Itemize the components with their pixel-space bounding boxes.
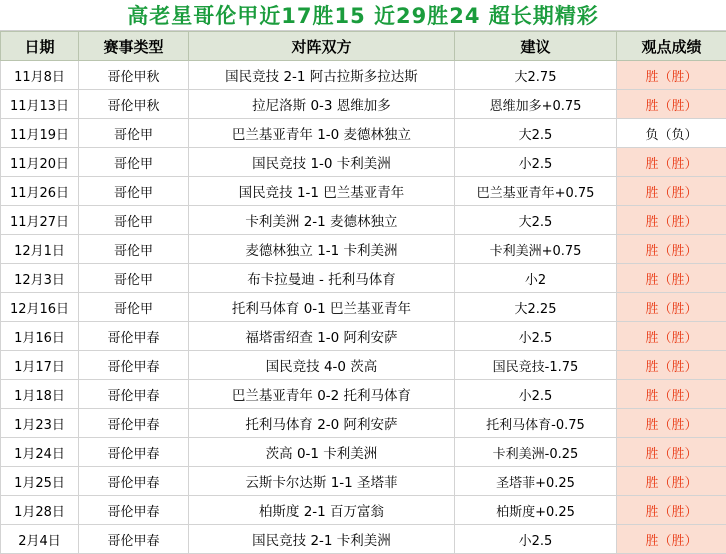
header-row [1,32,726,61]
cell-type: 哥伦甲春 [79,467,189,496]
cell-date: 11月19日 [1,119,79,148]
cell-advice: 大2.5 [455,119,617,148]
cell-type: 哥伦甲春 [79,380,189,409]
cell-result: 胜（胜） [617,293,726,322]
cell-result: 胜（胜） [617,90,726,119]
table-row [1,119,726,148]
cell-date: 12月16日 [1,293,79,322]
cell-advice: 圣塔菲+0.25 [455,467,617,496]
table-row [1,206,726,235]
table-row [1,177,726,206]
table-row [1,525,726,554]
cell-date: 11月26日 [1,177,79,206]
cell-result: 胜（胜） [617,148,726,177]
cell-match: 柏斯度 2-1 百万富翁 [189,496,455,525]
cell-type: 哥伦甲 [79,235,189,264]
cell-advice: 大2.75 [455,61,617,90]
cell-advice: 恩维加多+0.75 [455,90,617,119]
cell-type: 哥伦甲秋 [79,90,189,119]
column-header-result: 观点成绩 [617,32,726,61]
cell-type: 哥伦甲春 [79,525,189,554]
cell-date: 1月28日 [1,496,79,525]
cell-match: 巴兰基亚青年 0-2 托利马体育 [189,380,455,409]
cell-advice: 小2.5 [455,322,617,351]
cell-result: 胜（胜） [617,380,726,409]
column-header-advice: 建议 [455,32,617,61]
title-bar [0,0,726,31]
cell-result: 胜（胜） [617,438,726,467]
cell-match: 国民竞技 1-0 卡利美洲 [189,148,455,177]
cell-result: 负（负） [617,119,726,148]
cell-date: 11月8日 [1,61,79,90]
page-title: 高老星哥伦甲近17胜15 近29胜24 超长期精彩 [127,0,599,30]
cell-result: 胜（胜） [617,322,726,351]
cell-match: 国民竞技 4-0 茨高 [189,351,455,380]
cell-type: 哥伦甲 [79,177,189,206]
table-row [1,351,726,380]
table-row [1,90,726,119]
cell-match: 布卡拉曼迪 - 托利马体育 [189,264,455,293]
cell-result: 胜（胜） [617,235,726,264]
cell-type: 哥伦甲 [79,264,189,293]
cell-type: 哥伦甲 [79,293,189,322]
column-header-date: 日期 [1,32,79,61]
cell-advice: 柏斯度+0.25 [455,496,617,525]
cell-date: 1月24日 [1,438,79,467]
cell-type: 哥伦甲 [79,119,189,148]
cell-result: 胜（胜） [617,177,726,206]
cell-type: 哥伦甲春 [79,322,189,351]
cell-result: 胜（胜） [617,264,726,293]
table-header [1,32,726,61]
cell-advice: 卡利美洲-0.25 [455,438,617,467]
cell-advice: 卡利美洲+0.75 [455,235,617,264]
cell-match: 茨高 0-1 卡利美洲 [189,438,455,467]
table-body [1,61,726,554]
cell-result: 胜（胜） [617,525,726,554]
cell-match: 福塔雷绍查 1-0 阿利安萨 [189,322,455,351]
cell-result: 胜（胜） [617,61,726,90]
cell-type: 哥伦甲春 [79,496,189,525]
cell-advice: 小2.5 [455,148,617,177]
table-row [1,293,726,322]
cell-result: 胜（胜） [617,467,726,496]
column-header-type: 赛事类型 [79,32,189,61]
cell-match: 卡利美洲 2-1 麦德林独立 [189,206,455,235]
cell-date: 11月27日 [1,206,79,235]
cell-date: 1月16日 [1,322,79,351]
cell-match: 云斯卡尔达斯 1-1 圣塔菲 [189,467,455,496]
cell-result: 胜（胜） [617,409,726,438]
match-table [0,31,726,554]
cell-match: 国民竞技 2-1 卡利美洲 [189,525,455,554]
table-row [1,438,726,467]
cell-result: 胜（胜） [617,351,726,380]
cell-advice: 小2.5 [455,380,617,409]
table-row [1,264,726,293]
cell-result: 胜（胜） [617,496,726,525]
table-row [1,496,726,525]
cell-type: 哥伦甲 [79,148,189,177]
table-row [1,235,726,264]
cell-date: 1月23日 [1,409,79,438]
cell-type: 哥伦甲春 [79,409,189,438]
column-header-match: 对阵双方 [189,32,455,61]
cell-date: 1月25日 [1,467,79,496]
cell-advice: 大2.25 [455,293,617,322]
cell-match: 巴兰基亚青年 1-0 麦德林独立 [189,119,455,148]
cell-match: 拉尼洛斯 0-3 恩维加多 [189,90,455,119]
cell-date: 2月4日 [1,525,79,554]
table-row [1,409,726,438]
cell-result: 胜（胜） [617,206,726,235]
cell-advice: 小2.5 [455,525,617,554]
cell-date: 12月1日 [1,235,79,264]
table-row [1,380,726,409]
cell-match: 国民竞技 2-1 阿古拉斯多拉达斯 [189,61,455,90]
cell-date: 1月17日 [1,351,79,380]
cell-advice: 巴兰基亚青年+0.75 [455,177,617,206]
table-row [1,322,726,351]
cell-match: 托利马体育 0-1 巴兰基亚青年 [189,293,455,322]
cell-match: 国民竞技 1-1 巴兰基亚青年 [189,177,455,206]
cell-type: 哥伦甲 [79,206,189,235]
table-row [1,148,726,177]
cell-advice: 小2 [455,264,617,293]
cell-date: 11月20日 [1,148,79,177]
cell-match: 麦德林独立 1-1 卡利美洲 [189,235,455,264]
table-row [1,467,726,496]
cell-type: 哥伦甲春 [79,438,189,467]
cell-advice: 国民竞技-1.75 [455,351,617,380]
table-row [1,61,726,90]
cell-advice: 大2.5 [455,206,617,235]
cell-match: 托利马体育 2-0 阿利安萨 [189,409,455,438]
cell-type: 哥伦甲春 [79,351,189,380]
cell-date: 1月18日 [1,380,79,409]
cell-date: 12月3日 [1,264,79,293]
cell-advice: 托利马体育-0.75 [455,409,617,438]
cell-date: 11月13日 [1,90,79,119]
cell-type: 哥伦甲秋 [79,61,189,90]
